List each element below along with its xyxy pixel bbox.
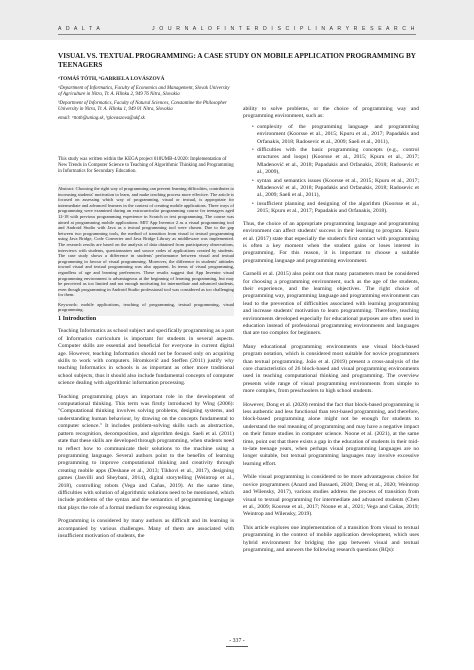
list-item: • syntax and semantics issues (Koorsse et al., 2015; Kpuru et al., 2017; Mladenović et al., 2018; Papadakis and Orfanakis, 2018; Radosevic et al., 2009; Saeli et al., 2011),: [255, 178, 419, 200]
list-item: • complexity of the programming language and programming environment (Koorsse et al., 2015; Kpuru et al., 2017; Papadakis and Orfanakis, 2018; Radosevic et al., 2009; Saeli et al., 2011),: [255, 124, 419, 146]
funding-note: This study was written within the KEGA project 018UMB-4/2020: Implementation of New Trends in Computer Science to Teaching of Algorithmic Thinking and Programming in Informatics for Secondary Education.: [58, 157, 234, 175]
right-paragraph-2: Garnelli et al. (2015) also point out that many parameters must be considered for choosing a programming environment, such as the age of the students, their experience, and the learning objectives. The right choice of programming way, programming language and programming environment can lead to the prevention of difficulties associated with learning programming and increase students' motivation to learn programming. Therefore, teaching environments developed especially for educational purposes are often used in education instead of professional programming environments and languages that are too complex for beginners.: [243, 271, 419, 337]
intro-section: [58, 315, 234, 546]
intro-paragraph-3: Programming is considered by many authors as difficult and its learning is accompanied by various challenges. Many of them are associated with insufficient motivation of students, the: [58, 518, 234, 539]
page-number: - 337 -: [229, 638, 245, 644]
difficulty-list: [243, 124, 419, 216]
keywords: Keywords: mobile applications, teaching of programming, textual programming, visual programming.: [58, 301, 234, 313]
header-rule: [58, 34, 416, 35]
author-emails: email: ᵃttoth@uniag.sk, ᵇglovaszova@ukf.sk: [58, 116, 145, 122]
abstract-box: [58, 184, 234, 316]
paper-title: VISUAL VS. TEXTUAL PROGRAMMING: A CASE STUDY ON MOBILE APPLICATION PROGRAMMING BY TEENAGERS: [58, 52, 416, 70]
intro-paragraph-1: Teaching Informatics as school subject and specifically programming as a part of Informatics curriculum is important for students in several aspects. Computer skills are essential and beneficial for everyone in current digital age. However, teaching Informatics should not be focused only on acquiring skills to work with computers. Hromkovič and Steffen (2011) justify why teaching Informatics in schools is as important as other more traditional school subjects, thus it should also include fundamental concepts of computer science dealing with algorithmic information processing.: [58, 328, 234, 387]
right-column: [243, 106, 419, 560]
right-paragraph-6: This article explores one implementation of a transition from visual to textual programming in the context of mobile application development, which uses hybrid environment for bridging the gap between visual and textual programming, and answers the following research questions (RQs):: [243, 524, 419, 553]
right-paragraph-5: While visual programming is considered to be more advantageous choice for novice programmers (Anard and Bussaeti, 2020; Deng et al., 2020; Weintrop and Wilensky, 2017), various studies address the process of transition from visual to textual programming for intermediate and advanced students (Chen et al., 2009; Koorsse et al., 2017; Noone et al., 2021; Vega and Cañas, 2019; Weintrop and Wilensky, 2019).: [243, 474, 419, 518]
affiliations: [58, 86, 234, 122]
right-paragraph-1: Thus, the choice of an appropriate programming language and programming environment can affect students' success in their learning to program. Kpuru et al. (2017) state that especially the student's first contact with programming is often a key moment when the student gains or loses interest in programming. For this reason, it is important to choose a suitable programming language and programming environment.: [243, 220, 419, 264]
affiliation-b: ᵇDepartment of Informatics, Faculty of Natural Sciences, Constantine the Philosopher University in Nitra, Tr. A. Hlinku 1, 949 01 Nitra, Slovakia: [58, 101, 227, 113]
right-paragraph-3: Many educational programming environments use visual block-based program notation, which is considered most suitable for novice programmers than textual programming. João et al. (2019) present a cross-analysis of the core characteristics of 26 block-based and visual programming environments used in teaching computational thinking and programming. The overview presents wide range of visual programming environments from simple to more complex, from preschoolers to high school students.: [243, 343, 419, 395]
journal-name-left: A D A L T A: [58, 26, 102, 32]
intro-heading: 1 Introduction: [58, 315, 97, 322]
right-paragraph-4: However, Dong et al. (2020) remind the fact that block-based programming is less authentic and less functional than text-based programming, and therefore, block-based programming alone might not be enough for students to understand the real meaning of programming and may have a negative impact on their future studies in computer science. Noone et al. (2021), at the same time, point out that there exists a gap in the education of students in their mid-to-late teenage years, when perhaps visual programming languages are no longer suitable, but textual programming languages may involve excessive learning effort.: [243, 401, 419, 467]
intro-paragraph-2: Teaching programming plays an important role in the development of computational thinking. This term was firstly introduced by Wing (2006): "Computational thinking involves solving problems, designing systems, and understanding human behaviour, by drawing on the concepts fundamental to computer science." It includes problem-solving skills such as abstraction, pattern recognition, decomposition, and algorithm design. Saeli et al. (2011) state that these skills are developed through programming, when students need to reflect how to communicate their solutions to the machine using a programming language. Several authors point to the benefits of learning programming to improve computational thinking and creativity through creating mobile apps (Deshane et al., 2013; Tikhovi et al., 2017), designing games (Jasvilli and Sheybani, 2014), digital storytelling (Weintrop et al., 2018), controlling robots (Vega and Cañas, 2019). At the same time, difficulties with solution of algorithmic solutions need to be mentioned, which include problems of the syntax and the semantics of programming language that plays the role of a formal medium for expressing ideas.: [58, 393, 235, 511]
journal-name-right: J O U R N A L O F I N T E R D I S C I P L I N A R Y R E S E A R C H: [151, 26, 416, 32]
list-item: • insufficient planning and designing of the algorithm (Koorsse et al., 2015; Kpuru et al., 2017; Papadakis and Orfanakis, 2018).: [255, 201, 419, 216]
list-item: • difficulties with the basic programming concepts (e.g., control structures and loops) (Koorsse et al., 2015; Kpuru et al., 2017; Mladenović et al., 2018; Papadakis and Orfanakis, 2018; Radosevic et al., 2009),: [255, 147, 419, 177]
right-lead: ability to solve problems, or the choice of programming way and programming environment, such as:: [243, 106, 419, 120]
abstract-text: Abstract: Choosing the right way of programming can prevent learning difficulties, contributes to increasing students' motivation to learn, and make teaching process more effective. The article is focused on assessing which way of programming, visual or textual, is appropriate for intermediate and advanced learners in the context of creating mobile applications. Three ways of programming were examined during an extracurricular programming course for teenagers aged 12-18 with previous programming experience in Scratch or text programming. The course was aimed at programming mobile applications: MIT App Inventor 2 as a visual programming tool and Android Studio with Java as a textual programming tool were chosen. Due to the gap between two programming tools, the method of transition from visual to textual programming using Java Bridge, Code Converter and Java Bridge Library as middleware was implemented. The research results are based on the analysis of data obtained from participatory observations, interviews with students, questionnaires and source codes of applications created by students. The case study shows a difference in students' performance between visual and textual programming in favour of visual programming. Moreover, the difference in students' attitudes toward visual and textual programming was also apparent. In terms of visual programming, regardless of age and learning preferences. These results suggest that App Inventor visual programming environment is advantageous at the beginning of learning programming, but may be perceived as too limited and not enough motivating for intermediate and advanced students, even though programming in Android Studio professional tool was considered as too challenging for them.: [58, 186, 234, 298]
affiliation-a: ᵃDepartment of Informatics, Faculty of Economics and Management, Slovak University of Agriculture in Nitra, Tr. A. Hlinku 2, 949 76 Nitra, Slovakia: [58, 86, 230, 98]
authors: ᵃTOMÁŠ TÓTH, ᵇGABRIELA LOVÁSZOVÁ: [58, 76, 165, 82]
page-number-rule: [226, 646, 248, 647]
